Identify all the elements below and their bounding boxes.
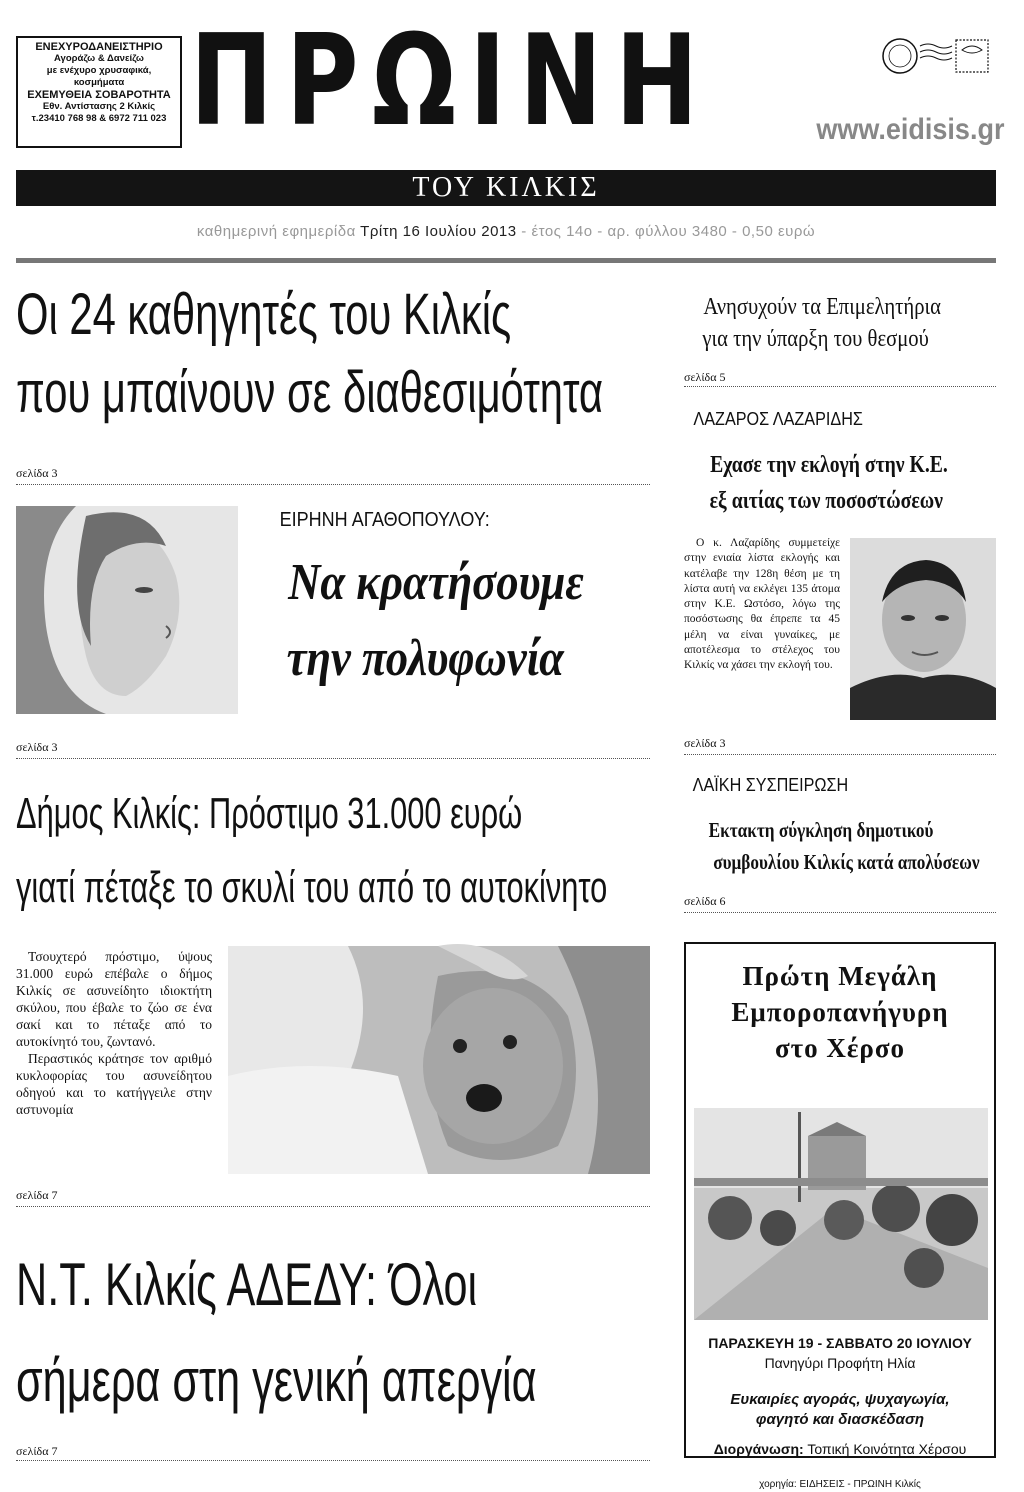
fair-organizer-label: Διοργάνωση:: [713, 1441, 804, 1457]
dateline-date: Τρίτη 16 Ιουλίου 2013: [360, 223, 517, 240]
strike-page-ref: σελίδα 7: [16, 1444, 58, 1458]
council-party-label: ΛΑΪΚΗ ΣΥΣΠΕΙΡΩΣΗ: [692, 775, 849, 795]
interview-name-label: ΕΙΡΗΝΗ ΑΓΑΘΟΠΟΥΛΟΥ:: [279, 509, 490, 531]
dateline-suffix: - έτος 14ο - αρ. φύλλου 3480 - 0,50 ευρώ: [521, 223, 816, 240]
fair-dates: ΠΑΡΑΣΚΕΥΗ 19 - ΣΑΒΒΑΤΟ 20 ΙΟΥΛΙΟΥ: [708, 1335, 972, 1351]
dateline: [16, 220, 996, 244]
dog-headline-line1[interactable]: Δήμος Κιλκίς: Πρόστιμο 31.000 ευρώ: [16, 789, 523, 838]
chambers-page-ref: σελίδα 5: [684, 370, 726, 384]
council-headline-line2[interactable]: συμβουλίου Κιλκίς κατά απολύσεων: [713, 850, 980, 874]
chambers-headline-line2[interactable]: για την ύπαρξη του θεσμού: [702, 326, 929, 352]
fair-subtitle: Πανηγύρι Προφήτη Ηλία: [764, 1355, 916, 1371]
council-headline-line1[interactable]: Εκτακτη σύγκληση δημοτικού: [708, 818, 934, 842]
postmark-circle-icon: [883, 39, 917, 73]
teachers-page-ref: σελίδα 3: [16, 466, 58, 480]
lazaridis-article-paragraph: Ο κ. Λαζαρίδης συμμετείχε στην ενιαία λίστα εκλογής και κατέλαβε την 128η θέση με τη λίστα αυτή να εκλέγει 135 άτομα στην Κ.Ε. Ωστόσο, λόγω της ποσόστωσης θα έπρεπε τα 45 μέλη να είναι γυναίκες, με αποτέλεσμα το στέλεχος του Κιλκίς να χάσει την εκλογή του.: [684, 537, 840, 672]
fair-tagline-line: φαγητό και διασκέδαση: [755, 1411, 925, 1428]
pawnshop-ad: [16, 36, 182, 148]
newspaper-title: ΠΡΩΙΝΗ: [190, 7, 712, 155]
section-divider: [16, 1206, 650, 1207]
title-subtitle-bar: ΤΟΥ ΚΙΛΚΙΣ: [16, 170, 996, 206]
council-page-ref: σελίδα 6: [684, 894, 726, 908]
dog-headline-line2[interactable]: γιατί πέταξε το σκυλί του από το αυτοκίνητο: [16, 863, 608, 912]
man-portrait-photo: [850, 538, 996, 720]
interview-headline-line1[interactable]: Να κρατήσουμε: [288, 554, 584, 611]
fair-title-line: στο Χέρσο: [774, 1033, 906, 1063]
fair-title-line: Πρώτη Μεγάλη: [742, 961, 938, 991]
pawnshop-ad-line: Εθν. Αντίστασης 2 Κιλκίς: [42, 101, 156, 112]
section-divider: [684, 386, 996, 387]
lazaridis-page-ref: σελίδα 3: [684, 736, 726, 750]
lazaridis-name-label: ΛΑΖΑΡΟΣ ΛΑΖΑΡΙΔΗΣ: [693, 409, 863, 429]
lazaridis-article-body: [684, 536, 840, 674]
fair-tagline-line: Ευκαιρίες αγοράς, ψυχαγωγία,: [730, 1391, 950, 1408]
dog-article-body: [16, 948, 212, 1118]
woman-portrait-photo: [16, 506, 238, 714]
fair-tagline: [686, 1390, 994, 1430]
pawnshop-ad-line: ΕΝΕΧΥΡΟΔΑΝΕΙΣΤΗΡΙΟ: [35, 41, 163, 53]
fair-title: [686, 958, 994, 1066]
strike-headline-line1[interactable]: Ν.Τ. Κιλκίς ΑΔΕΔΥ: Όλοι: [16, 1251, 478, 1318]
dog-photo: [228, 946, 650, 1174]
section-divider: [16, 758, 650, 759]
pawnshop-ad-line: με ενέχυρο χρυσαφικά,: [46, 65, 152, 76]
masthead-rule: [16, 258, 996, 263]
section-divider: [16, 484, 650, 485]
section-divider: [684, 754, 996, 755]
section-divider: [16, 1460, 650, 1461]
interview-headline-line2[interactable]: την πολυφωνία: [286, 630, 564, 687]
teachers-headline-line2[interactable]: που μπαίνουν σε διαθεσιμότητα: [16, 360, 604, 425]
teachers-headline-line1[interactable]: Οι 24 καθηγητές του Κιλκίς: [16, 282, 512, 347]
dog-article-paragraph: Περαστικός κράτησε τον αριθμό κυκλοφορίας του ασυνείδητου οδηγού και το κατήγγειλε στην αστυνομία: [16, 1051, 212, 1117]
fair-sponsor: χορηγία: ΕΙΔΗΣΕΙΣ - ΠΡΩΙΝΗ Κιλκίς: [759, 1479, 921, 1490]
postal-stamp: [880, 36, 992, 76]
website-url[interactable]: www.eidisis.gr: [816, 113, 1005, 146]
section-divider: [684, 912, 996, 913]
fair-title-line: Εμποροπανήγυρη: [731, 997, 949, 1027]
lazaridis-headline-line1[interactable]: Εχασε την εκλογή στην Κ.Ε.: [710, 452, 948, 478]
fair-organizer: [686, 1440, 994, 1458]
interview-page-ref: σελίδα 3: [16, 740, 58, 754]
pawnshop-ad-line: ΕΧΕΜΥΘΕΙΑ ΣΟΒΑΡΟΤΗΤΑ: [27, 89, 171, 101]
dateline-prefix: καθημερινή εφημερίδα: [196, 223, 356, 240]
dog-page-ref: σελίδα 7: [16, 1188, 58, 1202]
fair-organizer-value: Τοπική Κοινότητα Χέρσου: [807, 1441, 967, 1457]
pawnshop-ad-line: κοσμήματα: [73, 77, 125, 88]
pawnshop-ad-line: τ.23410 768 98 & 6972 711 023: [31, 113, 167, 124]
lazaridis-headline-line2[interactable]: εξ αιτίας των ποσοστώσεων: [709, 488, 943, 514]
pawnshop-ad-line: Αγοράζω & Δανείζω: [54, 53, 144, 64]
dog-article-paragraph: Τσουχτερό πρόστιμο, ύψους 31.000 ευρώ επέβαλε ο δήμος Κιλκίς σε ασυνείδητο ιδιοκτήτη σκύλου, που έβαλε το ζώο σε ένα σακί και το πέταξε από το αυτοκίνητό του, ζωντανό.: [16, 949, 212, 1049]
fair-advertisement[interactable]: [684, 942, 996, 1490]
stamp-frame-icon: [956, 40, 988, 72]
town-square-photo: [694, 1108, 988, 1320]
chambers-headline-line1[interactable]: Ανησυχούν τα Επιμελητήρια: [703, 294, 941, 320]
strike-headline-line2[interactable]: σήμερα στη γενική απεργία: [16, 1347, 537, 1414]
